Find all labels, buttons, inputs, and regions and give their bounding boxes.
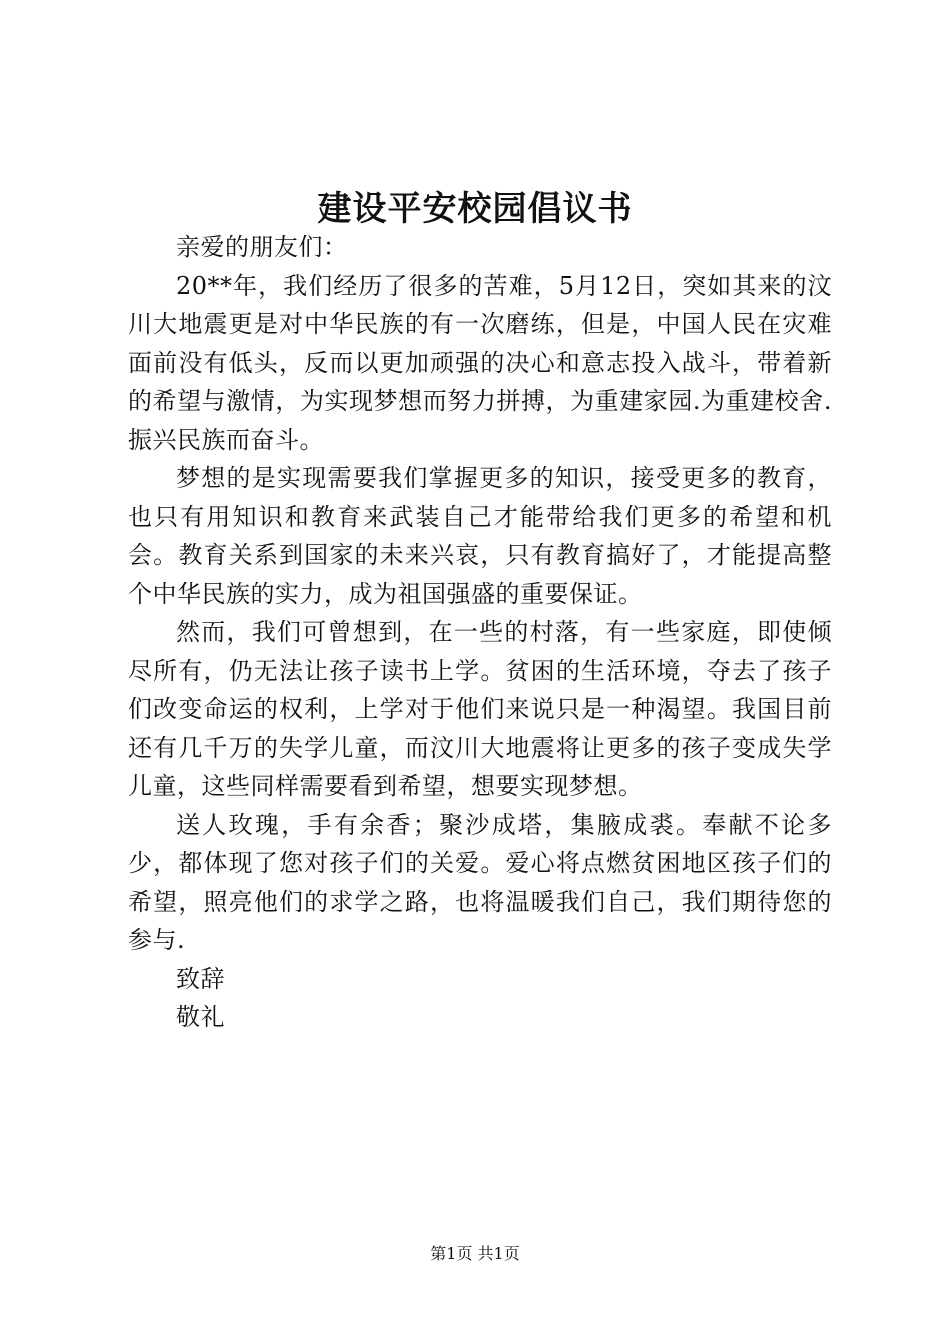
salutation: 亲爱的朋友们： — [176, 233, 348, 261]
closing-line-1: 致辞 — [176, 964, 225, 993]
document-title: 建设平安校园倡议书 — [317, 189, 633, 229]
document-body — [128, 228, 832, 1037]
paragraph-4: 送人玫瑰，手有余香；聚沙成塔，集腋成裘。奉献不论多少，都体现了您对孩子们的关爱。爱心将点燃贫困地区孩子们的希望，照亮他们的求学之路，也将温暖我们自己，我们期待您的参与. — [128, 810, 832, 954]
closing-line-2: 敬礼 — [176, 1003, 225, 1031]
paragraph-3: 然而，我们可曾想到，在一些的村落，有一些家庭，即使倾尽所有，仍无法让孩子读书上学。贫困的生活环境，夺去了孩子们改变命运的权利，上学对于他们来说只是一种渴望。我国目前还有几千万的失学儿童，而汶川大地震将让更多的孩子变成失学儿童，这些同样需要看到希望，想要实现梦想。 — [128, 618, 832, 800]
paragraph-2: 梦想的是实现需要我们掌握更多的知识，接受更多的教育，也只有用知识和教育来武装自己才能带给我们更多的希望和机会。教育关系到国家的未来兴哀，只有教育搞好了，才能提高整个中华民族的实力，成为祖国强盛的重要保证。 — [128, 464, 832, 608]
paragraph-1: 20**年，我们经历了很多的苦难，5月12日，突如其来的汶川大地震更是对中华民族的有一次磨练，但是，中国人民在灾难面前没有低头，反而以更加顽强的决心和意志投入战斗，带着新的希望与激情，为实现梦想而努力拼搏，为重建家园.为重建校舍.振兴民族而奋斗。 — [128, 271, 832, 454]
page-footer: 第1页 共1页 — [430, 1244, 520, 1263]
